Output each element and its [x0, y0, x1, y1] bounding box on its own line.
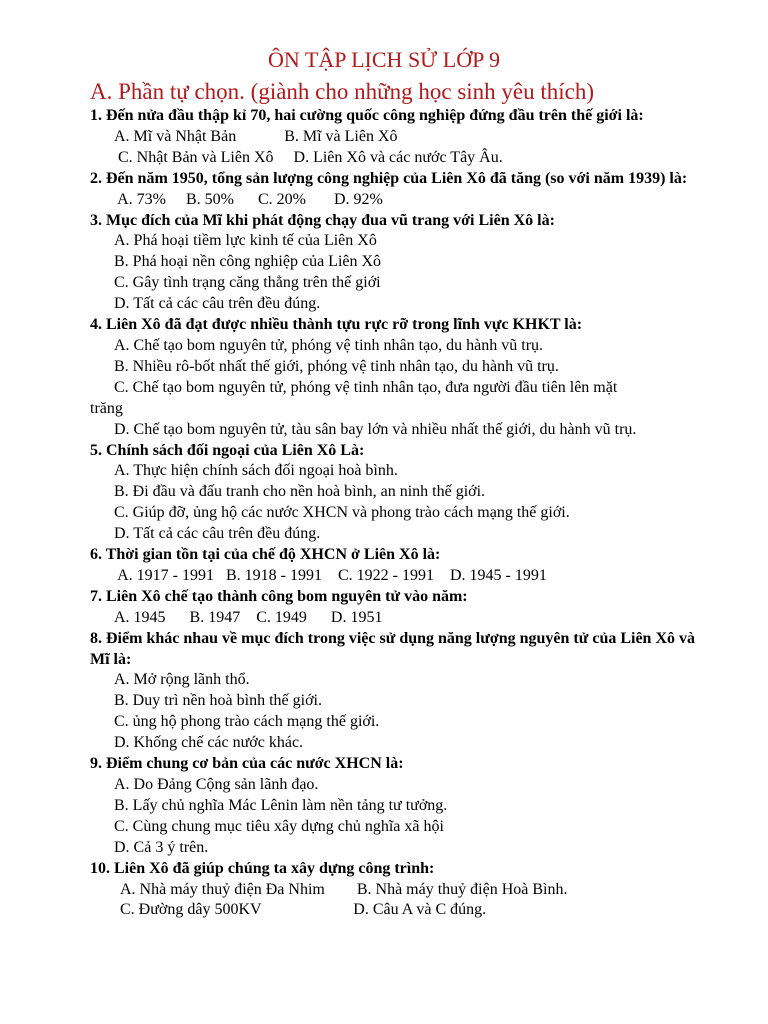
- answer-line: A. Mĩ và Nhật Bản B. Mĩ và Liên Xô: [114, 127, 398, 145]
- answer-line: B. Lấy chủ nghĩa Mác Lênin làm nền tảng tư tưởng.: [114, 796, 448, 814]
- answer-line: C. Chế tạo bom nguyên tử, phóng vệ tinh nhân tạo, đưa người đầu tiên lên mặt: [114, 378, 618, 396]
- answer-line: C. Cùng chung mục tiêu xây dựng chủ nghĩa xã hội: [114, 817, 444, 835]
- answer-line: B. Đi đầu và đấu tranh cho nền hoà bình, an ninh thế giới.: [114, 483, 486, 501]
- question-2: 2. Đến năm 1950, tổng sản lượng công nghiệp của Liên Xô đã tăng (so với năm 1939) là:: [90, 169, 688, 187]
- question-5: 5. Chính sách đối ngoại của Liên Xô Là:: [90, 441, 365, 459]
- answer-line: A. 1917 - 1991 B. 1918 - 1991 C. 1922 - 1991 D. 1945 - 1991: [114, 566, 547, 584]
- answer-line: A. Do Đảng Cộng sản lãnh đạo.: [114, 776, 319, 793]
- answer-line: C. Nhật Bản và Liên Xô D. Liên Xô và các nước Tây Âu.: [114, 148, 503, 166]
- question-9: 9. Điểm chung cơ bản của các nước XHCN là:: [90, 755, 404, 773]
- answer-line: A. Phá hoại tiềm lực kinh tế của Liên Xô: [114, 232, 377, 250]
- answer-line: B. Nhiều rô-bốt nhất thế giới, phóng vệ tinh nhân tạo, du hành vũ trụ.: [114, 357, 559, 375]
- question-list: [90, 106, 710, 921]
- answer-line: D. Tất cả các câu trên đều đúng.: [114, 525, 321, 543]
- question-8: 8. Điểm khác nhau về mục đích trong việc sử dụng năng lượng nguyên tử của Liên Xô và Mĩ là:: [90, 629, 696, 668]
- answer-line: A. Chế tạo bom nguyên tử, phóng vệ tinh nhân tạo, du hành vũ trụ.: [114, 336, 544, 354]
- page-title: ÔN TẬP LỊCH SỬ LỚP 9: [268, 47, 500, 72]
- answer-line: C. ủng hộ phong trào cách mạng thế giới.: [114, 713, 380, 731]
- answer-line: B. Phá hoại nền công nghiệp của Liên Xô: [114, 253, 382, 271]
- answer-line: C. Giúp đỡ, ủng hộ các nước XHCN và phong trào cách mạng thế giới.: [114, 504, 570, 522]
- answer-line: A. Thực hiện chính sách đối ngoại hoà bình.: [114, 462, 398, 480]
- answer-line: D. Khống chế các nước khác.: [114, 734, 304, 752]
- answer-line: D. Chế tạo bom nguyên tử, tàu sân bay lớn và nhiều nhất thế giới, du hành vũ trụ.: [114, 420, 637, 438]
- question-6: 6. Thời gian tồn tại của chế độ XHCN ở Liên Xô là:: [90, 546, 441, 564]
- answer-line-wrap: trăng: [90, 399, 123, 417]
- section-heading: A. Phần tự chọn. (giành cho những học sinh yêu thích): [90, 79, 595, 104]
- question-4: 4. Liên Xô đã đạt được nhiều thành tựu rực rỡ trong lĩnh vực KHKT là:: [90, 316, 583, 334]
- question-7: 7. Liên Xô chế tạo thành công bom nguyên tử vào năm:: [90, 587, 468, 605]
- answer-line: A. Mở rộng lãnh thổ.: [114, 671, 250, 689]
- answer-line: A. 1945 B. 1947 C. 1949 D. 1951: [114, 608, 383, 626]
- answer-line: A. 73% B. 50% C. 20% D. 92%: [114, 190, 383, 208]
- answer-line: C. Gây tình trạng căng thẳng trên thế giới: [114, 274, 381, 292]
- answer-line: C. Đường dây 500KV D. Câu A và C đúng.: [120, 901, 487, 919]
- answer-line: D. Tất cả các câu trên đều đúng.: [114, 295, 321, 313]
- question-1: 1. Đến nửa đầu thập kỉ 70, hai cường quốc công nghiệp đứng đầu trên thế giới là:: [90, 107, 644, 124]
- answer-line: A. Nhà máy thuỷ điện Đa Nhim B. Nhà máy thuỷ điện Hoà Bình.: [120, 880, 568, 898]
- question-10: 10. Liên Xô đã giúp chúng ta xây dựng công trình:: [90, 859, 435, 877]
- answer-line: B. Duy trì nền hoà bình thế giới.: [114, 692, 322, 710]
- answer-line: D. Cả 3 ý trên.: [114, 838, 209, 856]
- question-3: 3. Mục đích của Mĩ khi phát động chạy đua vũ trang với Liên Xô là:: [90, 211, 555, 229]
